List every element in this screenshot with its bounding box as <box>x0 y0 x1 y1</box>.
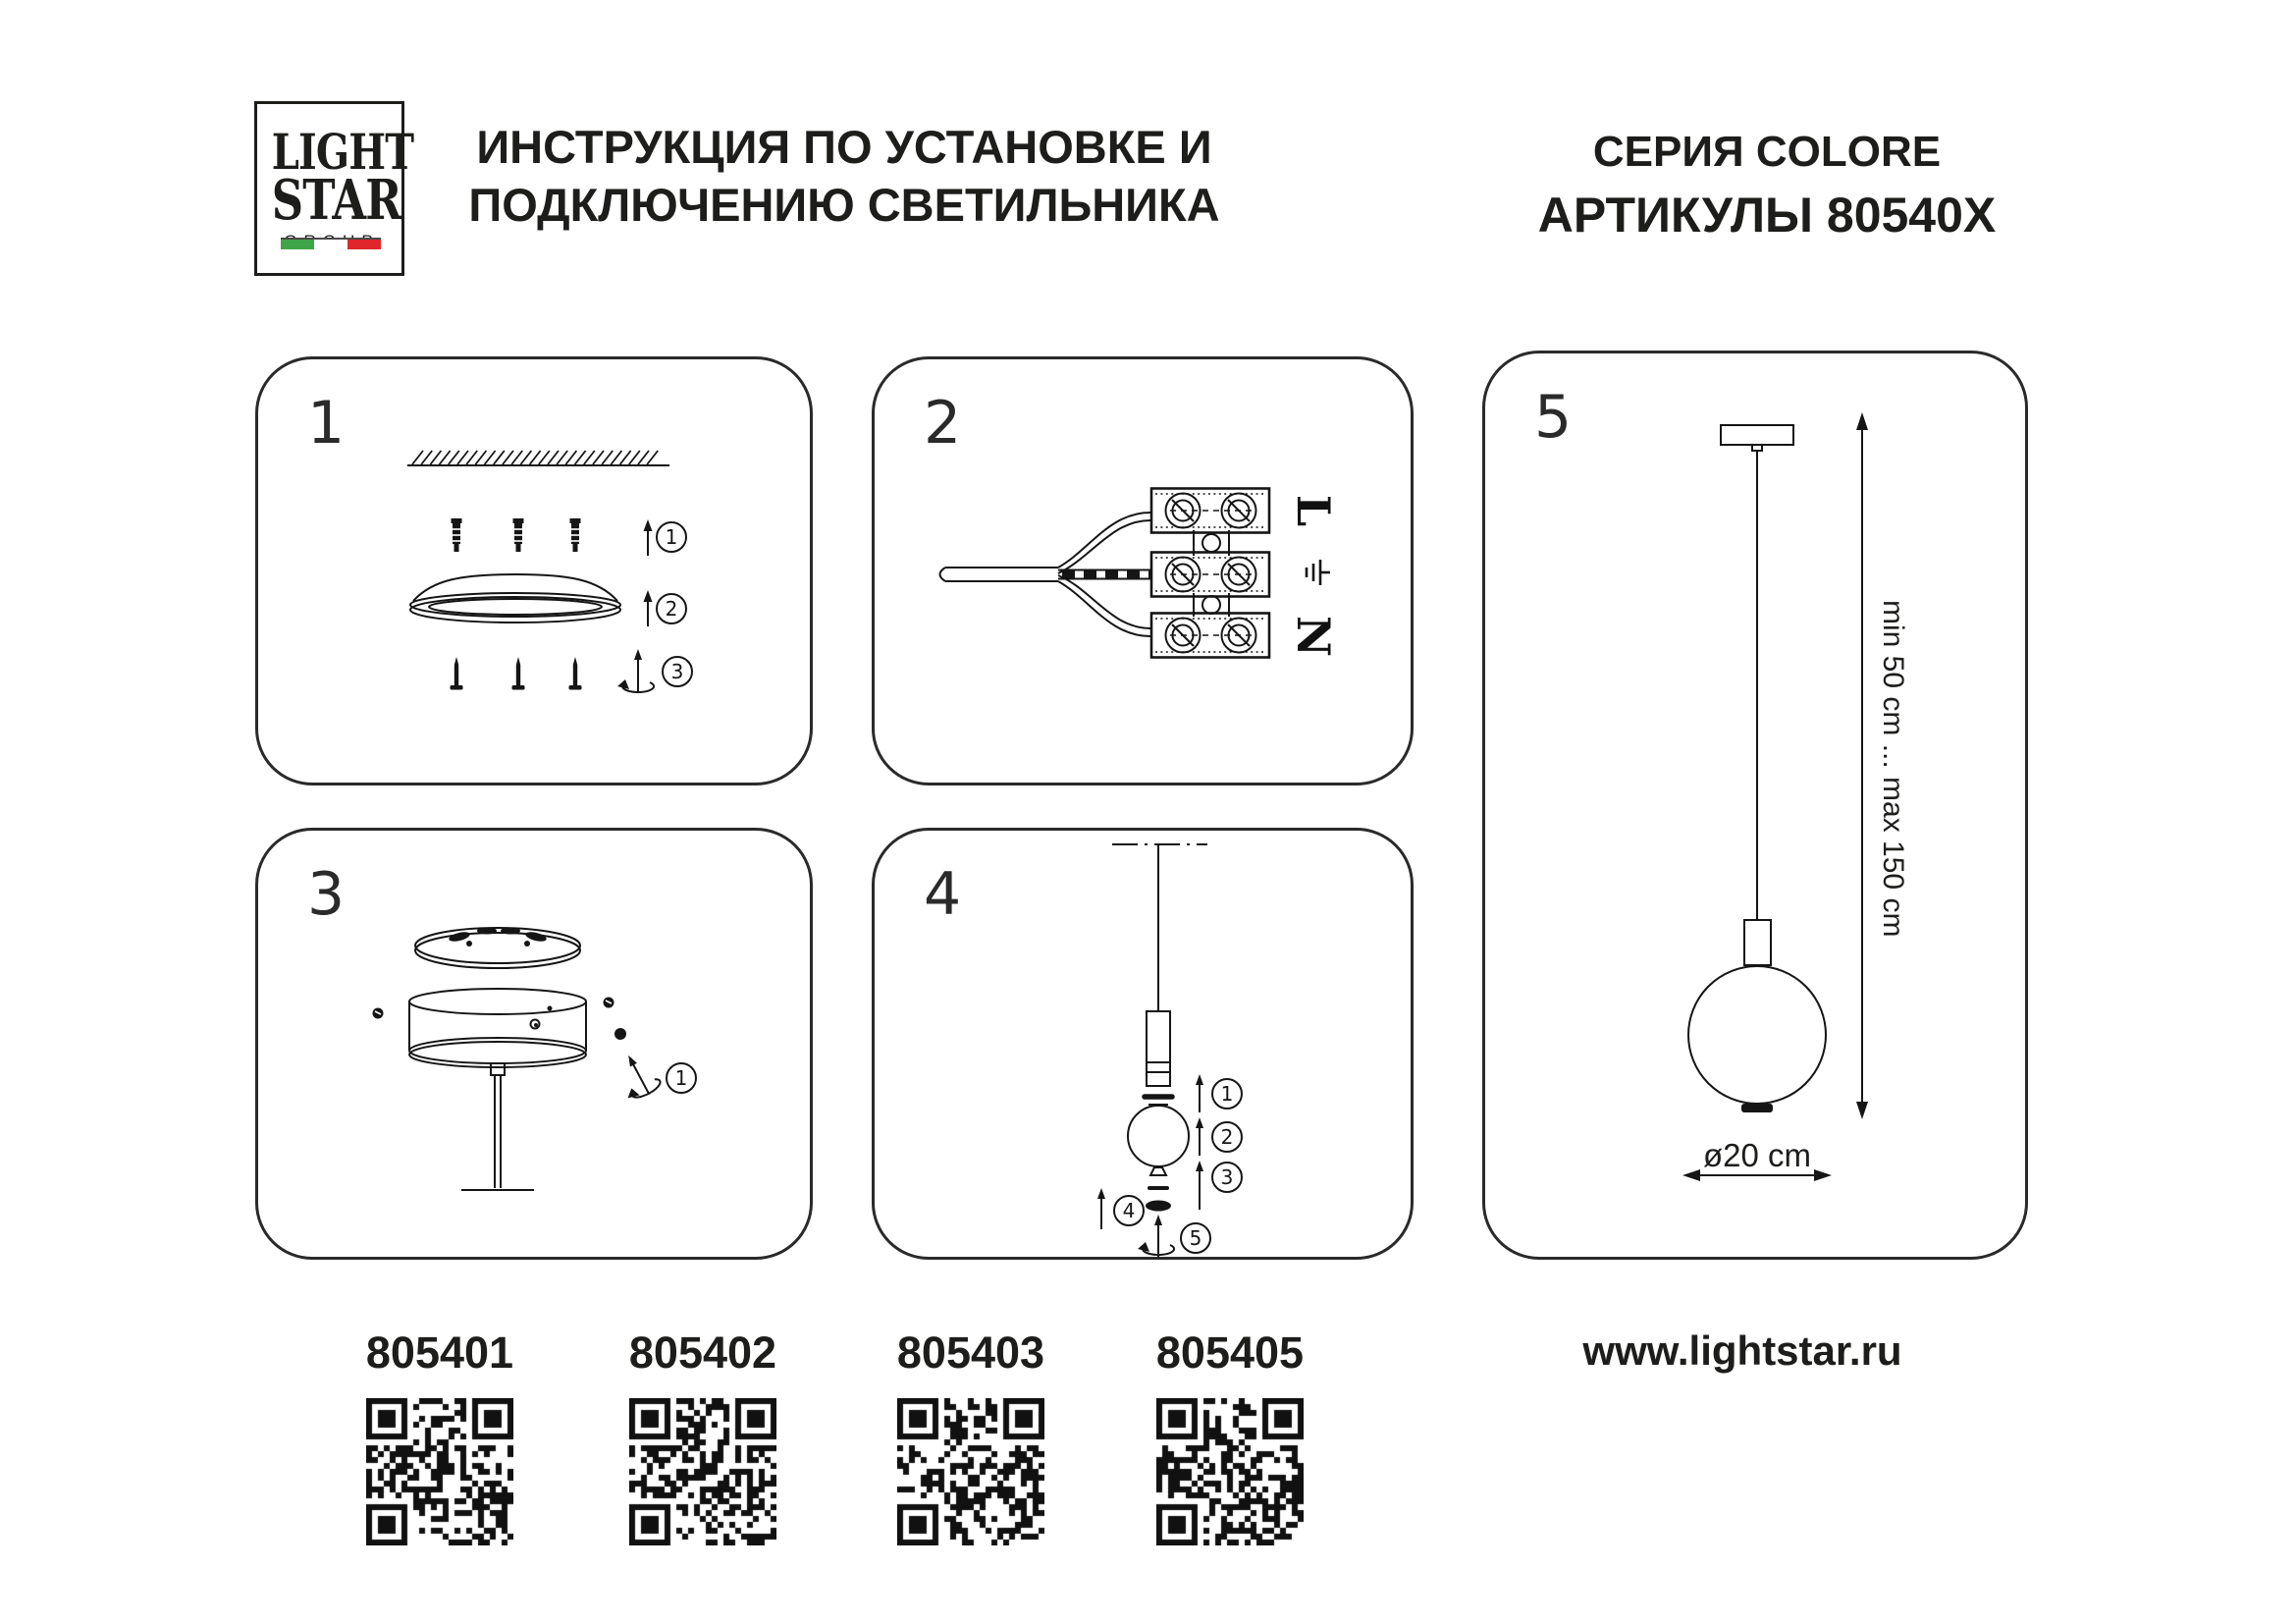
panel-2-number: 2 <box>924 389 962 458</box>
articles-range: АРТИКУЛЫ 80540X <box>1537 188 1997 243</box>
screw-rotation-icon <box>611 1048 664 1104</box>
website-url: www.lightstar.ru <box>1582 1327 1902 1374</box>
ceiling-canopy-drawing <box>410 574 620 623</box>
mains-cable-drawing <box>940 513 1152 636</box>
qr-code <box>366 1398 513 1545</box>
article-code: 805402 <box>628 1327 777 1378</box>
wall-anchors-drawing <box>452 518 581 552</box>
step-arrows-right <box>1196 1074 1203 1210</box>
article-code: 805403 <box>896 1327 1045 1378</box>
panel-4-number: 4 <box>924 860 962 929</box>
pendant-assembly-drawing <box>1112 844 1207 1212</box>
diameter-dimension-label: ø20 cm <box>1702 1137 1812 1173</box>
step-marker-3: 3 <box>1211 1162 1243 1193</box>
height-dimension-arrow <box>1856 412 1868 1119</box>
step-marker-5: 5 <box>1180 1222 1211 1254</box>
step2-arrow-icon <box>644 590 653 626</box>
height-dimension-label: min 50 cm ... max 150 cm <box>1877 600 1909 938</box>
terminal-block-drawing <box>1151 489 1269 658</box>
step-marker-2: 2 <box>1211 1121 1243 1153</box>
qr-code <box>897 1398 1044 1545</box>
panel-5-number: 5 <box>1534 383 1573 452</box>
screw-rotation-icon <box>1138 1215 1174 1258</box>
step-marker-1: 1 <box>666 1062 697 1094</box>
terminal-label-live: L <box>1287 494 1340 527</box>
step-marker-1: 1 <box>1211 1078 1243 1110</box>
article-code: 805405 <box>1155 1327 1305 1378</box>
qr-code <box>1156 1398 1304 1545</box>
step-marker-1: 1 <box>656 521 687 553</box>
article-code: 805401 <box>365 1327 514 1378</box>
earth-ground-icon <box>1307 560 1330 585</box>
series-name: СЕРИЯ COLORE <box>1592 128 1942 176</box>
logo-light: LIGHT <box>271 123 414 181</box>
terminal-label-neutral: N <box>1287 615 1340 658</box>
step4-arrow-icon <box>1097 1188 1105 1229</box>
screws-drawing <box>451 657 582 690</box>
title-line-2: ПОДКЛЮЧЕНИЮ СВЕТИЛЬНИКА <box>468 179 1220 231</box>
logo-star: STAR <box>271 168 401 233</box>
panel-1-number: 1 <box>307 389 346 458</box>
step-marker-2: 2 <box>656 593 687 624</box>
step-marker-4: 4 <box>1113 1195 1145 1226</box>
qr-code <box>629 1398 776 1545</box>
title-line-1: ИНСТРУКЦИЯ ПО УСТАНОВКЕ И <box>476 121 1212 173</box>
step1-arrow-icon <box>644 519 653 556</box>
finished-fixture-drawing <box>1688 425 1826 1112</box>
ceiling-hatch-drawing <box>407 451 669 465</box>
panel-3-number: 3 <box>307 860 346 929</box>
step-marker-3: 3 <box>662 656 693 687</box>
lamp-body-drawing <box>409 989 586 1190</box>
canopy-plate-drawing <box>415 928 580 969</box>
screw-rotation-icon <box>617 649 654 693</box>
